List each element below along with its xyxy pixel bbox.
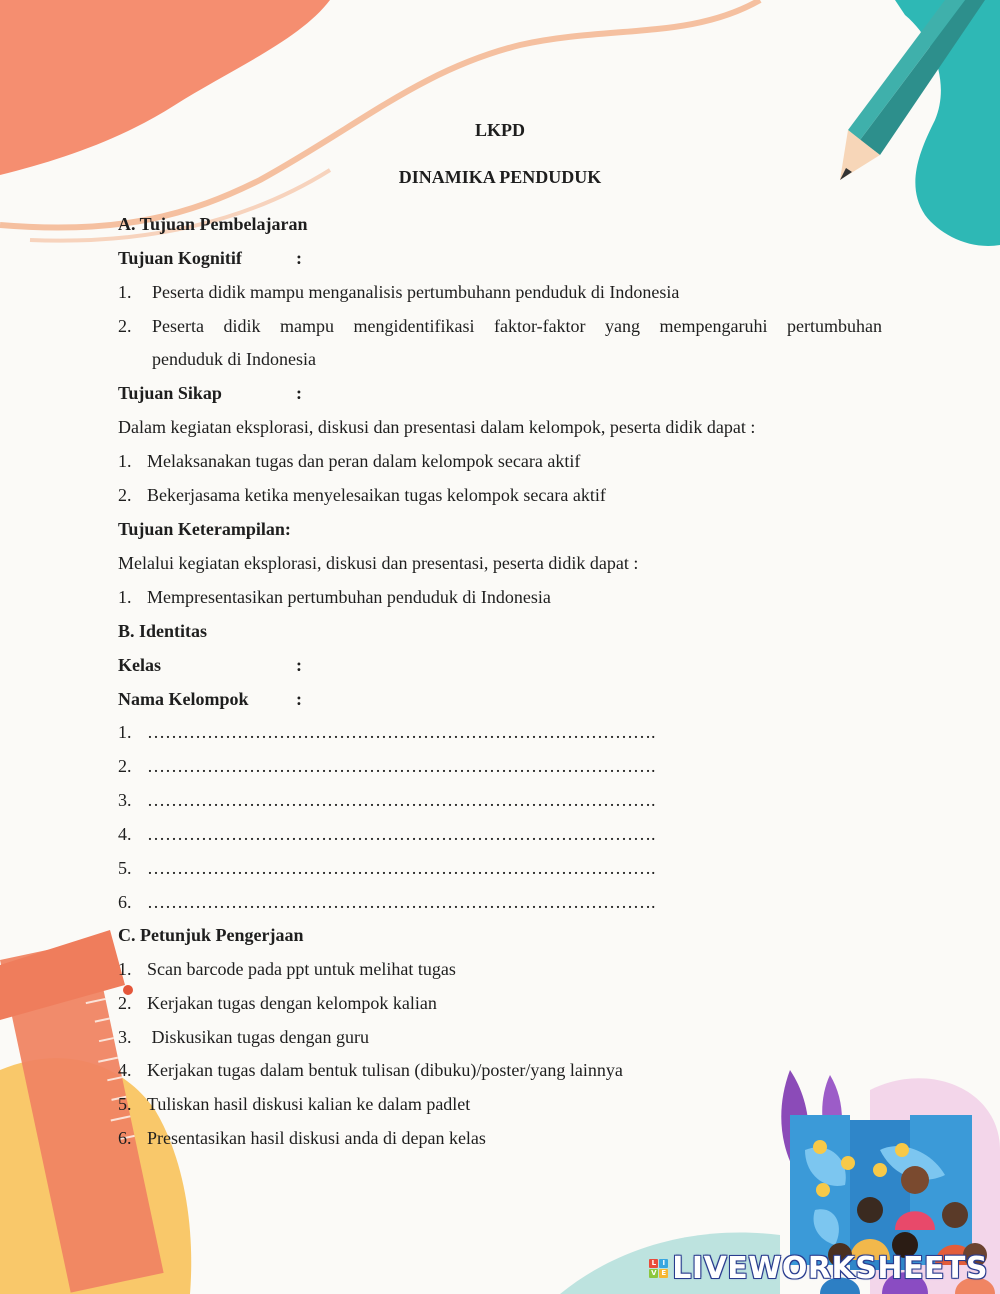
list-text: Kerjakan tugas dalam bentuk tulisan (dibuku)/poster/yang lainnya	[147, 1060, 623, 1080]
tujuan-kognitif-row	[118, 247, 242, 269]
blank-dots: ………………………………………………………………………….	[147, 892, 656, 912]
tujuan-sikap-colon: :	[296, 383, 302, 403]
kelas-label: Kelas	[118, 655, 161, 675]
section-a-heading: A. Tujuan Pembelajaran	[118, 214, 308, 234]
blank-dots: ………………………………………………………………………….	[147, 790, 656, 810]
list-text: Bekerjasama ketika menyelesaikan tugas kelompok secara aktif	[147, 485, 606, 505]
list-text: Diskusikan tugas dengan guru	[147, 1027, 369, 1047]
tujuan-keterampilan-intro: Melalui kegiatan eksplorasi, diskusi dan presentasi, peserta didik dapat :	[118, 553, 639, 573]
liveworksheets-wordmark: LIVEWORKSHEETS	[672, 1251, 988, 1286]
list-number: 1.	[118, 959, 132, 979]
list-number: 2.	[118, 485, 132, 505]
liveworksheets-logo[interactable]	[649, 1251, 988, 1286]
list-text: Presentasikan hasil diskusi anda di depan kelas	[147, 1128, 486, 1148]
tujuan-keterampilan-label: Tujuan Keterampilan:	[118, 519, 291, 539]
blank-dots: ………………………………………………………………………….	[147, 824, 656, 844]
kelas-colon: :	[296, 655, 302, 675]
nama-kelompok-label: Nama Kelompok	[118, 689, 249, 709]
list-number: 1.	[118, 282, 132, 302]
list-text-continuation: penduduk di Indonesia	[152, 349, 316, 369]
logo-letter: V	[651, 1269, 657, 1277]
list-number: 2.	[118, 756, 132, 776]
list-number: 1.	[118, 451, 132, 471]
list-text: Melaksanakan tugas dan peran dalam kelompok secara aktif	[147, 451, 581, 471]
list-number: 2.	[118, 993, 132, 1013]
section-c-heading: C. Petunjuk Pengerjaan	[118, 925, 304, 945]
list-number: 6.	[118, 892, 132, 912]
list-text: Peserta didik mampu menganalisis pertumbuhann penduduk di Indonesia	[152, 282, 680, 302]
page-title: LKPD	[474, 120, 525, 140]
list-number: 6.	[118, 1128, 132, 1148]
list-number: 5.	[118, 1094, 132, 1114]
list-number: 3.	[118, 790, 132, 810]
blank-dots: ………………………………………………………………………….	[147, 722, 656, 742]
list-number: 4.	[118, 1060, 132, 1080]
section-b-heading: B. Identitas	[118, 621, 208, 641]
list-number: 1.	[118, 587, 132, 607]
list-number: 3.	[118, 1027, 132, 1047]
liveworksheets-logo-icon	[649, 1259, 668, 1278]
logo-letter: E	[659, 1269, 668, 1278]
logo-letter: I	[659, 1259, 668, 1268]
list-number: 4.	[118, 824, 132, 844]
nama-kelompok-colon: :	[296, 689, 302, 709]
blank-dots: ………………………………………………………………………….	[147, 858, 656, 878]
list-text: Peserta didik mampu mengidentifikasi faktor-faktor yang mempengaruhi pertumbuhan	[152, 316, 882, 336]
list-text: Tuliskan hasil diskusi kalian ke dalam padlet	[147, 1094, 471, 1114]
tujuan-kognitif-colon: :	[296, 248, 302, 268]
logo-letter: L	[649, 1259, 658, 1268]
list-number: 2.	[118, 316, 132, 336]
coral-blob-top-left	[0, 0, 330, 175]
list-number: 5.	[118, 858, 132, 878]
page-subtitle: DINAMIKA PENDUDUK	[398, 167, 602, 187]
tujuan-sikap-intro: Dalam kegiatan eksplorasi, diskusi dan presentasi dalam kelompok, peserta didik dapat :	[118, 417, 756, 437]
tujuan-kognitif-label: Tujuan Kognitif	[118, 248, 242, 268]
blank-dots: ………………………………………………………………………….	[147, 756, 656, 776]
list-text: Scan barcode pada ppt untuk melihat tugas	[147, 959, 456, 979]
list-text: Mempresentasikan pertumbuhan penduduk di Indonesia	[147, 587, 551, 607]
list-number: 1.	[118, 722, 132, 742]
list-text: Kerjakan tugas dengan kelompok kalian	[147, 993, 437, 1013]
tujuan-sikap-label: Tujuan Sikap	[118, 383, 222, 403]
